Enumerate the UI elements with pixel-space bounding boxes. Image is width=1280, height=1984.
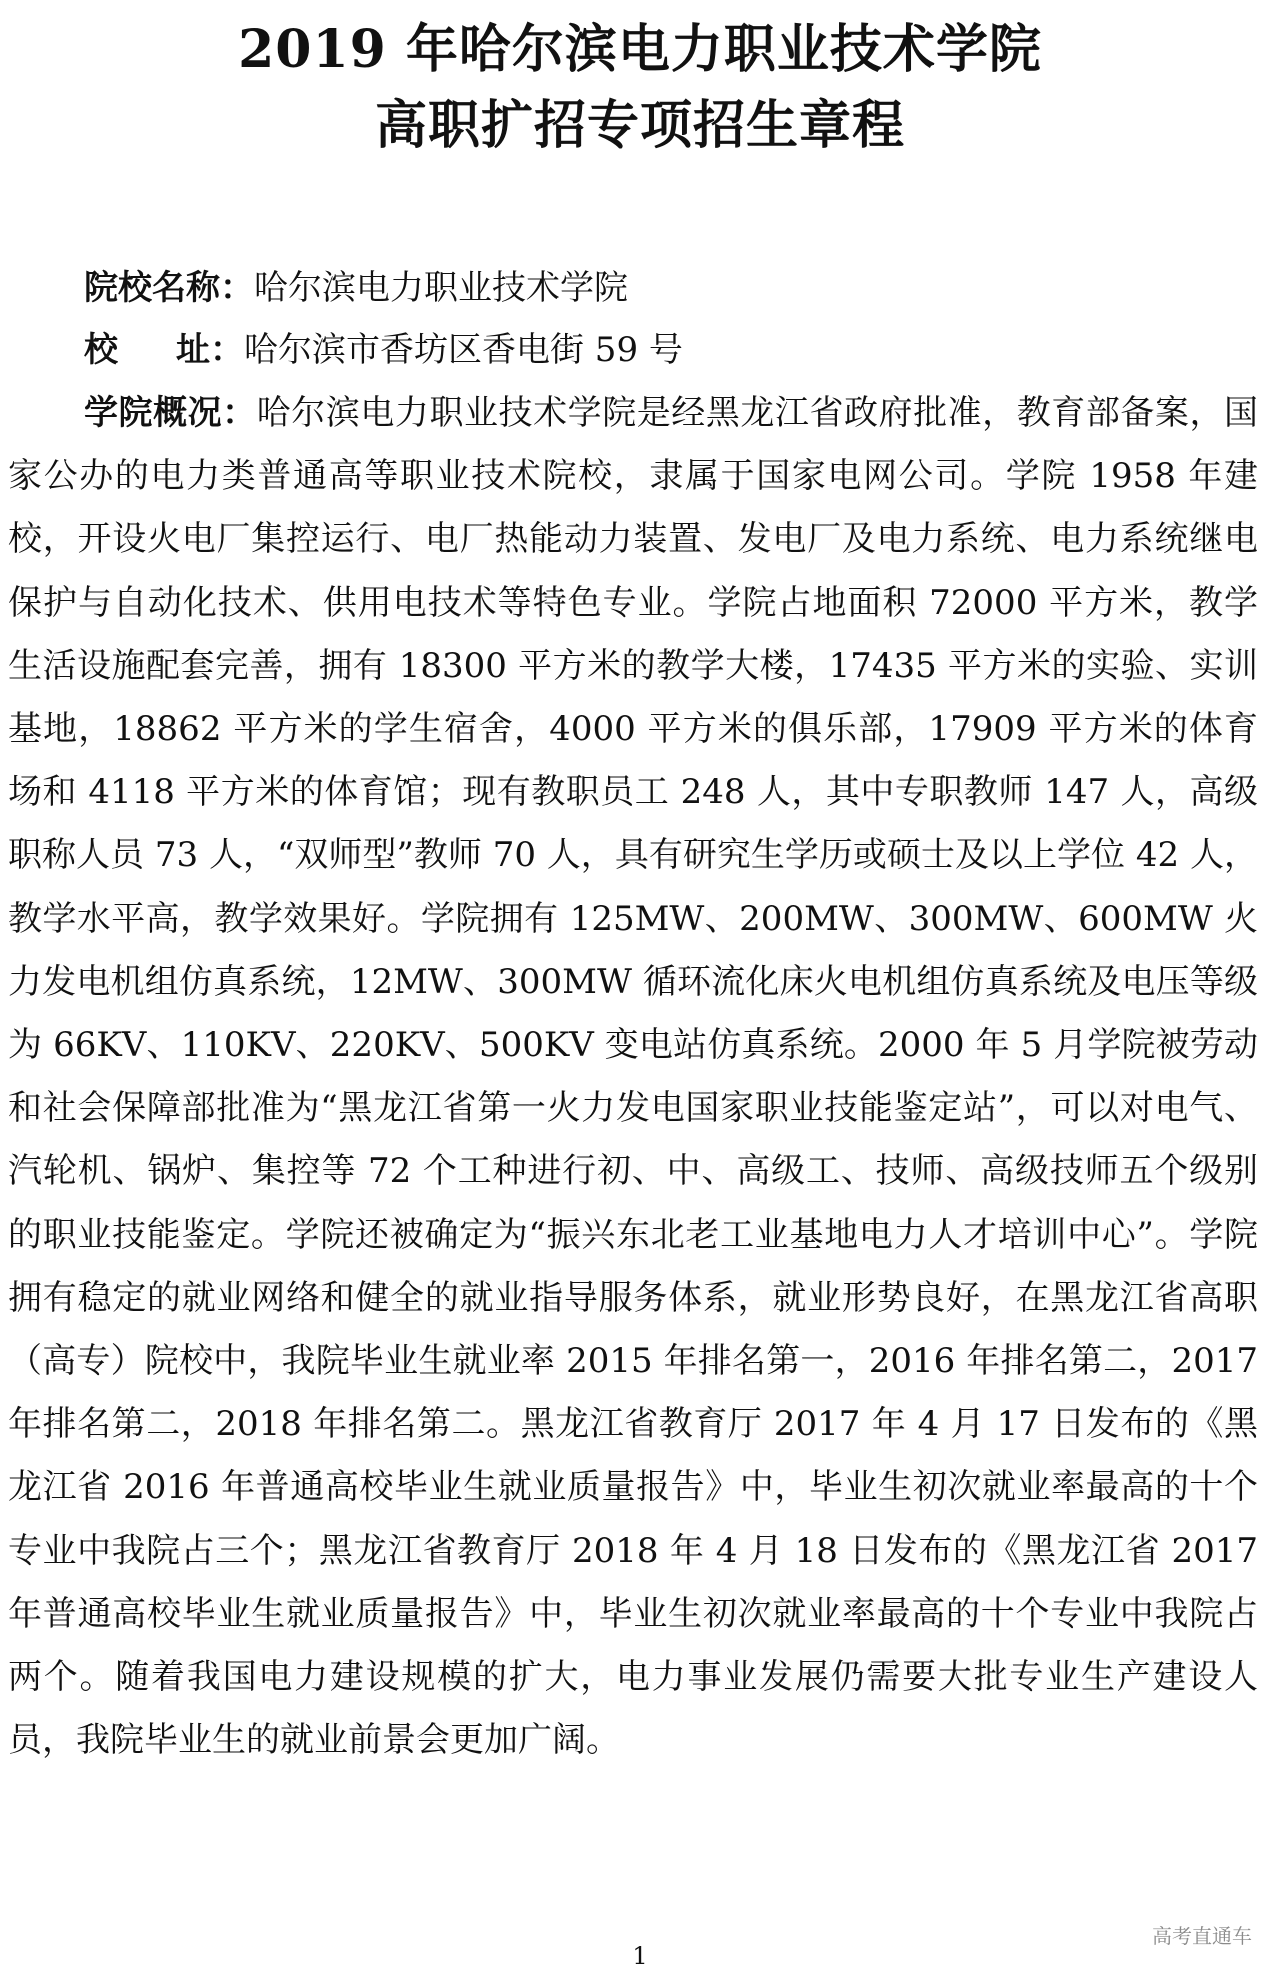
document-title-line-2: 高职扩招专项招生章程	[374, 95, 905, 156]
watermark-text: 高考直通车	[1152, 1924, 1252, 1948]
overview-text: 哈尔滨电力职业技术学院是经黑龙江省政府批准，教育部备案，国家公办的电力类普通高等职业技术院校，隶属于国家电网公司。学院 1958 年建校，开设火电厂集控运行、电厂热能动力装置、发电厂及电力系统、电力系统继电保护与自动化技术、供用电技术等特色专业。学院占地面积 72000 平方米，教学生活设施配套完善，拥有 18300 平方米的教学大楼，17435 平方米的实验、实训基地，18862 平方米的学生宿舍，4000 平方米的俱乐部，17909 平方米的体育场和 4118 平方米的体育馆；现有教职员工 248 人，其中专职教师 147 人，高级职称人员 73 人，“双师型”教师 70 人，具有研究生学历或硕士及以上学位 42 人，教学水平高，教学效果好。学院拥有 125MW、200MW、300MW、600MW 火力发电机组仿真系统，12MW、300MW 循环流化床火电机组仿真系统及电压等级为 66KV、110KV、220KV、500KV 变电站仿真系统。2000 年 5 月学院被劳动和社会保障部批准为“黑龙江省第一火力发电国家职业技能鉴定站”，可以对电气、汽轮机、锅炉、集控等 72 个工种进行初、中、高级工、技师、高级技师五个级别的职业技能鉴定。学院还被确定为“振兴东北老工业基地电力人才培训中心”。学院拥有稳定的就业网络和健全的就业指导服务体系，就业形势良好，在黑龙江省高职（高专）院校中，我院毕业生就业率 2015 年排名第一，2016 年排名第二，2017 年排名第二，2018 年排名第二。黑龙江省教育厅 2017 年 4 月 17 日发布的《黑龙江省 2016 年普通高校毕业生就业质量报告》中，毕业生初次就业率最高的十个专业中我院占三个；黑龙江省教育厅 2018 年 4 月 18 日发布的《黑龙江省 2017 年普通高校毕业生就业质量报告》中，毕业生初次就业率最高的十个专业中我院占两个。随着我国电力建设规模的扩大，电力事业发展仍需要大批专业生产建设人员，我院毕业生的就业前景会更加广阔。	[8, 393, 1259, 1761]
school-name-value: 哈尔滨电力职业技术学院	[254, 268, 628, 308]
address-label-char-1: 校	[84, 330, 118, 370]
address-value: 哈尔滨市香坊区香电街 59 号	[244, 330, 683, 370]
school-name-line	[84, 258, 628, 318]
address-label-char-2: 址：	[176, 330, 244, 370]
document-title-line-1: 2019 年哈尔滨电力职业技术学院	[238, 19, 1042, 80]
school-name-label: 院校名称：	[84, 268, 254, 308]
address-line	[84, 320, 683, 380]
overview-paragraph	[8, 382, 1258, 1772]
overview-label: 学院概况：	[84, 393, 257, 433]
page-number: 1	[632, 1942, 648, 1970]
